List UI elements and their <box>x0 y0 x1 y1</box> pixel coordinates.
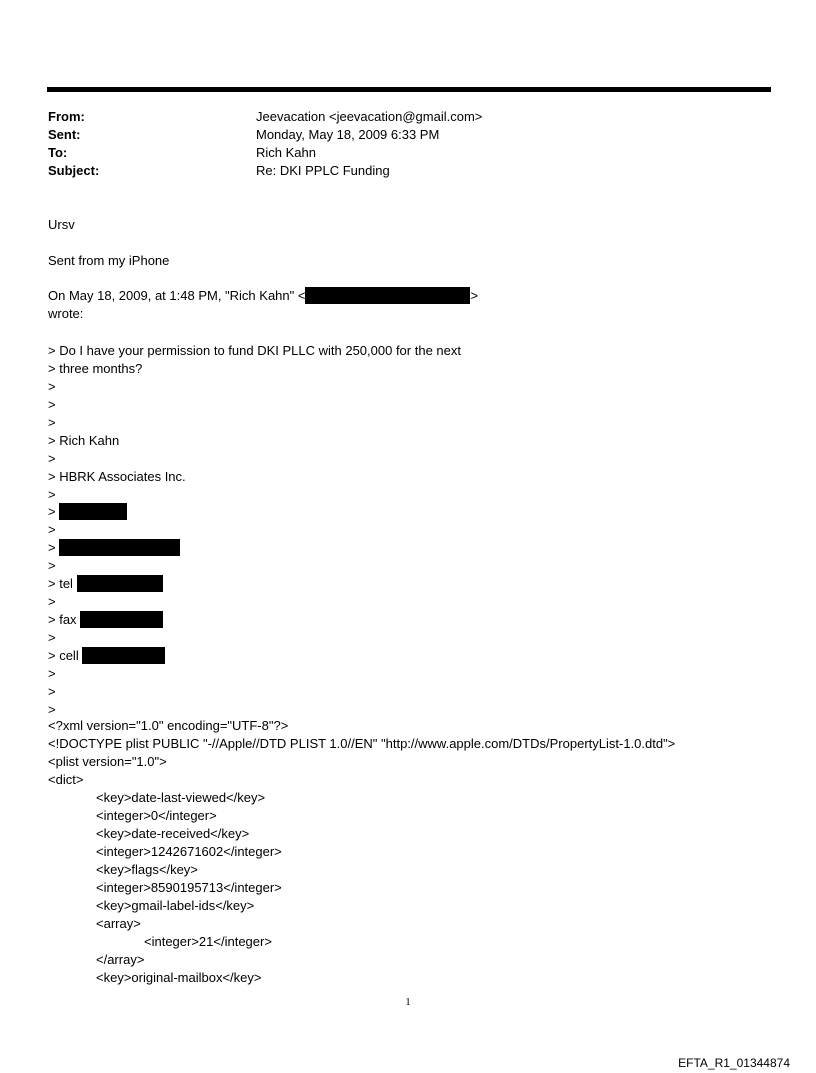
body-line: Sent from my iPhone <box>48 253 170 268</box>
subject-value: Re: DKI PPLC Funding <box>256 163 390 178</box>
document-id: EFTA_R1_01344874 <box>678 1056 790 1070</box>
xml-line: <dict> <box>48 772 84 787</box>
quote-marker: > <box>48 594 56 609</box>
xml-line: <?xml version="1.0" encoding="UTF-8"?> <box>48 718 289 733</box>
quote-marker: > <box>48 451 56 466</box>
xml-line: <plist version="1.0"> <box>48 754 167 769</box>
xml-line: <key>date-last-viewed</key> <box>96 790 266 805</box>
xml-line: <integer>1242671602</integer> <box>96 844 282 859</box>
body-line: Ursv <box>48 217 75 232</box>
xml-line: <key>original-mailbox</key> <box>96 970 262 985</box>
body-line: > <box>470 288 479 303</box>
quote-marker: > <box>48 379 56 394</box>
body-line: > tel <box>48 576 73 591</box>
body-line: On May 18, 2009, at 1:48 PM, "Rich Kahn" < <box>48 288 306 303</box>
xml-line: <key>date-received</key> <box>96 826 250 841</box>
quote-marker: > <box>48 522 56 537</box>
quote-intro <box>48 287 478 305</box>
from-label: From: <box>48 109 85 124</box>
quote-marker: > <box>48 487 56 502</box>
body-line: > HBRK Associates Inc. <box>48 469 186 484</box>
body-line: wrote: <box>48 306 84 321</box>
header-rule <box>47 87 771 92</box>
sent-value: Monday, May 18, 2009 6:33 PM <box>256 127 440 142</box>
xml-line: <array> <box>96 916 141 931</box>
xml-line: <key>gmail-label-ids</key> <box>96 898 255 913</box>
body-line: > Rich Kahn <box>48 433 120 448</box>
quote-marker: > <box>48 702 56 717</box>
redaction-box <box>77 575 163 592</box>
quote-marker: > <box>48 415 56 430</box>
redacted-line <box>48 539 180 557</box>
redaction-box <box>59 539 180 556</box>
xml-line: <key>flags</key> <box>96 862 198 877</box>
quote-marker: > <box>48 630 56 645</box>
from-value: Jeevacation <jeevacation@gmail.com> <box>256 109 483 124</box>
xml-line: <!DOCTYPE plist PUBLIC "-//Apple//DTD PLIST 1.0//EN" "http://www.apple.com/DTDs/PropertyList-1.0.dtd"> <box>48 736 676 751</box>
quote-marker: > <box>48 397 56 412</box>
xml-line: <integer>21</integer> <box>144 934 272 949</box>
body-line: > cell <box>48 648 79 663</box>
xml-line: </array> <box>96 952 145 967</box>
xml-line: <integer>8590195713</integer> <box>96 880 282 895</box>
to-value: Rich Kahn <box>256 145 316 160</box>
quote-marker: > <box>48 558 56 573</box>
quote-marker: > <box>48 666 56 681</box>
body-line: > fax <box>48 612 77 627</box>
cell-line <box>48 647 165 665</box>
body-line: > Do I have your permission to fund DKI PLLC with 250,000 for the next <box>48 343 461 358</box>
fax-line <box>48 611 163 629</box>
sent-label: Sent: <box>48 127 81 142</box>
quote-marker: > <box>48 684 56 699</box>
redaction-box <box>59 503 127 520</box>
redaction-box <box>82 647 165 664</box>
to-label: To: <box>48 145 68 160</box>
redaction-box <box>80 611 163 628</box>
redacted-line <box>48 503 127 521</box>
quote-marker: > <box>48 540 56 555</box>
redaction-box <box>305 287 470 304</box>
body-line: > three months? <box>48 361 143 376</box>
subject-label: Subject: <box>48 163 100 178</box>
page-number: 1 <box>405 996 411 1008</box>
quote-marker: > <box>48 504 56 519</box>
xml-line: <integer>0</integer> <box>96 808 217 823</box>
tel-line <box>48 575 163 593</box>
